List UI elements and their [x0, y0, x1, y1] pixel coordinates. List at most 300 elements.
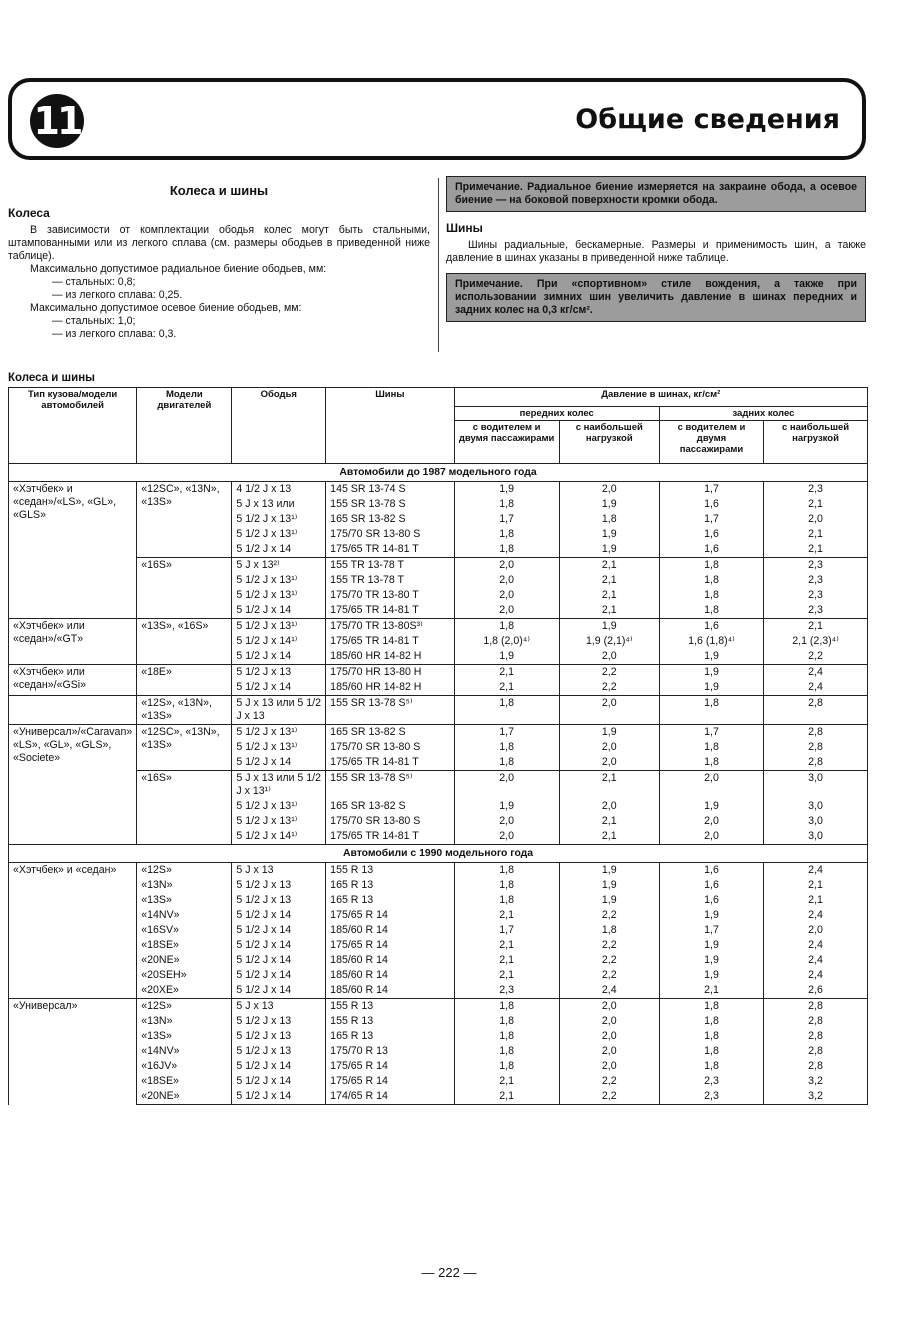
- cell-rim: 4 1/2 J x 13: [232, 482, 326, 498]
- cell-rim: 5 1/2 J x 14: [232, 938, 326, 953]
- cell-rear-driver: 1,8: [659, 696, 763, 725]
- cell-rim: 5 1/2 J x 13: [232, 878, 326, 893]
- cell-tyre: 175/65 R 14: [326, 1074, 454, 1089]
- cell-rear-max: 2,1 (2,3)⁴⁾: [764, 634, 868, 649]
- tyres-paragraph: Шины радиальные, бескамерные. Размеры и применимость шин, а также давление в шинах указаны в приведенной ниже таблице.: [446, 239, 866, 264]
- cell-front-max: 2,0: [559, 1044, 659, 1059]
- table-row: [9, 558, 868, 574]
- cell-front-max: 2,2: [559, 680, 659, 696]
- cell-front-driver: 1,7: [454, 923, 559, 938]
- cell-rear-driver: 1,9: [659, 938, 763, 953]
- note-runout: Примечание. Радиальное биение измеряется на закраине обода, а осевое биение — на боковой поверхности кромки обода.: [446, 176, 866, 212]
- cell-tyre: 175/70 R 13: [326, 1044, 454, 1059]
- cell-front-driver: 2,0: [454, 771, 559, 800]
- cell-front-driver: 2,0: [454, 573, 559, 588]
- cell-front-driver: 1,7: [454, 512, 559, 527]
- cell-tyre: 145 SR 13-74 S: [326, 482, 454, 498]
- cell-rear-max: 2,1: [764, 542, 868, 558]
- cell-front-max: 2,1: [559, 814, 659, 829]
- cell-rear-max: 2,8: [764, 1059, 868, 1074]
- cell-front-driver: 2,1: [454, 908, 559, 923]
- cell-rear-driver: 1,6: [659, 619, 763, 635]
- cell-front-driver: 2,3: [454, 983, 559, 999]
- cell-front-max: 2,2: [559, 908, 659, 923]
- cell-rear-driver: 1,9: [659, 908, 763, 923]
- cell-front-max: 1,9: [559, 878, 659, 893]
- cell-front-max: 2,0: [559, 1059, 659, 1074]
- cell-front-driver: 1,8: [454, 527, 559, 542]
- cell-engine: «16S»: [137, 558, 232, 619]
- cell-front-driver: 2,1: [454, 1089, 559, 1105]
- cell-rear-max: 2,3: [764, 588, 868, 603]
- cell-rear-max: 3,0: [764, 799, 868, 814]
- cell-front-driver: 2,1: [454, 680, 559, 696]
- cell-tyre: 185/60 HR 14-82 H: [326, 649, 454, 665]
- section-title: Автомобили с 1990 модельного года: [9, 845, 868, 863]
- cell-rim: 5 1/2 J x 14: [232, 953, 326, 968]
- cell-tyre: 155 TR 13-78 T: [326, 558, 454, 574]
- cell-rim: 5 1/2 J x 13: [232, 1029, 326, 1044]
- radial-runout-alloy: — из легкого сплава: 0,25.: [52, 289, 183, 301]
- cell-rim: 5 1/2 J x 14: [232, 923, 326, 938]
- cell-tyre: 174/65 R 14: [326, 1089, 454, 1105]
- cell-rim: 5 1/2 J x 14: [232, 755, 326, 771]
- cell-tyre: 185/60 R 14: [326, 968, 454, 983]
- cell-front-max: 2,2: [559, 665, 659, 681]
- wheels-paragraph: В зависимости от комплектации ободья колес могут быть стальными, штампованными или из легкого сплава (см. размеры ободьев в приведенной ниже таблице).: [8, 224, 430, 262]
- cell-rear-max: 2,4: [764, 680, 868, 696]
- wheels-subtitle: Колеса: [8, 206, 50, 220]
- table-row: [9, 999, 868, 1015]
- chapter-title: Общие сведения: [575, 104, 840, 135]
- cell-body-type: «Хэтчбек» и «седан»: [9, 863, 137, 999]
- cell-rim: 5 1/2 J x 14: [232, 680, 326, 696]
- table-row: [9, 1029, 868, 1044]
- cell-front-driver: 1,8: [454, 893, 559, 908]
- cell-engine: «12SC», «13N», «13S»: [137, 725, 232, 771]
- cell-rear-driver: 1,7: [659, 482, 763, 498]
- cell-rear-max: 2,4: [764, 953, 868, 968]
- header-body: Тип кузова/модели автомобилей: [9, 388, 137, 464]
- cell-rear-driver: 1,6: [659, 542, 763, 558]
- cell-front-max: 2,0: [559, 482, 659, 498]
- cell-tyre: 175/65 TR 14-81 T: [326, 634, 454, 649]
- cell-tyre: 165 R 13: [326, 893, 454, 908]
- cell-rim: 5 1/2 J x 14: [232, 1089, 326, 1105]
- cell-rear-max: 2,1: [764, 878, 868, 893]
- cell-rim: 5 J x 13 или 5 1/2 J x 13: [232, 696, 326, 725]
- cell-body-type: [9, 696, 137, 725]
- chapter-header: [8, 78, 866, 160]
- header-engine: Модели двигателей: [137, 388, 232, 464]
- section-title: Колеса и шины: [169, 183, 269, 198]
- cell-tyre: 165 R 13: [326, 878, 454, 893]
- cell-front-max: 1,9: [559, 527, 659, 542]
- cell-front-driver: 1,8: [454, 497, 559, 512]
- cell-front-max: 1,9: [559, 893, 659, 908]
- cell-front-driver: 1,9: [454, 482, 559, 498]
- cell-engine: «20SEH»: [137, 968, 232, 983]
- cell-rear-driver: 1,6: [659, 893, 763, 908]
- cell-engine: «18E»: [137, 665, 232, 696]
- cell-rear-max: 2,4: [764, 968, 868, 983]
- cell-tyre: 175/65 R 14: [326, 938, 454, 953]
- table-row: [9, 1044, 868, 1059]
- cell-rim: 5 1/2 J x 13¹⁾: [232, 588, 326, 603]
- section-title: Автомобили до 1987 модельного года: [9, 464, 868, 482]
- cell-tyre: 175/70 TR 13-80S³⁾: [326, 619, 454, 635]
- cell-rear-driver: 2,3: [659, 1089, 763, 1105]
- table-row: [9, 665, 868, 681]
- cell-rear-driver: 1,9: [659, 665, 763, 681]
- table-row: [9, 938, 868, 953]
- header-front: передних колес: [454, 407, 659, 421]
- cell-rim: 5 1/2 J x 14: [232, 1059, 326, 1074]
- cell-tyre: 155 SR 13-78 S⁵⁾: [326, 696, 454, 725]
- cell-rear-driver: 1,8: [659, 999, 763, 1015]
- cell-front-max: 2,0: [559, 999, 659, 1015]
- cell-rear-max: 2,8: [764, 725, 868, 741]
- cell-front-max: 2,0: [559, 696, 659, 725]
- cell-front-max: 2,2: [559, 1089, 659, 1105]
- header-pressure: Давление в шинах, кг/см²: [454, 388, 867, 407]
- axial-runout-alloy: — из легкого сплава: 0,3.: [52, 328, 177, 340]
- cell-front-driver: 1,8: [454, 755, 559, 771]
- table-row: [9, 863, 868, 879]
- cell-tyre: 185/60 R 14: [326, 953, 454, 968]
- tyres-table: [8, 387, 868, 1105]
- cell-front-driver: 1,8: [454, 542, 559, 558]
- cell-rear-driver: 2,0: [659, 829, 763, 845]
- axial-runout-title: Максимально допустимое осевое биение ободьев, мм:: [30, 302, 302, 314]
- cell-front-max: 2,1: [559, 829, 659, 845]
- cell-engine: «18SE»: [137, 938, 232, 953]
- cell-front-driver: 2,1: [454, 665, 559, 681]
- cell-rear-driver: 1,8: [659, 573, 763, 588]
- table-row: [9, 983, 868, 999]
- cell-rim: 5 1/2 J x 13¹⁾: [232, 619, 326, 635]
- cell-tyre: 175/65 R 14: [326, 1059, 454, 1074]
- cell-front-max: 2,2: [559, 953, 659, 968]
- cell-front-max: 2,0: [559, 1029, 659, 1044]
- cell-tyre: 185/60 R 14: [326, 983, 454, 999]
- cell-rear-driver: 1,8: [659, 755, 763, 771]
- cell-tyre: 155 R 13: [326, 999, 454, 1015]
- cell-rear-driver: 1,8: [659, 588, 763, 603]
- radial-runout-title: Максимально допустимое радиальное биение ободьев, мм:: [30, 263, 327, 275]
- table-row: [9, 1059, 868, 1074]
- note-pressure: Примечание. При «спортивном» стиле вождения, а также при использовании зимних шин увеличить давление в шинах передних и задних колес на 0,3 кг/см².: [446, 273, 866, 322]
- cell-rim: 5 1/2 J x 14¹⁾: [232, 634, 326, 649]
- cell-rear-driver: 2,1: [659, 983, 763, 999]
- cell-rear-driver: 1,6: [659, 878, 763, 893]
- cell-rim: 5 1/2 J x 14: [232, 983, 326, 999]
- header-rear-driver: с водителем и двумя пассажирами: [659, 421, 763, 464]
- cell-engine: «16SV»: [137, 923, 232, 938]
- cell-front-max: 1,8: [559, 512, 659, 527]
- right-column: [446, 176, 866, 322]
- cell-rear-max: 2,3: [764, 482, 868, 498]
- cell-rim: 5 1/2 J x 13¹⁾: [232, 740, 326, 755]
- cell-rim: 5 1/2 J x 13¹⁾: [232, 527, 326, 542]
- cell-body-type: «Универсал»/«Caravan» «LS», «GL», «GLS», «Societe»: [9, 725, 137, 845]
- cell-tyre: 175/65 TR 14-81 T: [326, 603, 454, 619]
- cell-engine: «12S»: [137, 999, 232, 1015]
- cell-front-driver: 2,1: [454, 938, 559, 953]
- cell-rim: 5 J x 13: [232, 863, 326, 879]
- cell-rear-max: 2,8: [764, 999, 868, 1015]
- cell-rear-max: 2,3: [764, 603, 868, 619]
- cell-rear-max: 2,4: [764, 665, 868, 681]
- cell-rear-max: 2,0: [764, 923, 868, 938]
- header-tyre: Шины: [326, 388, 454, 464]
- cell-engine: «20NE»: [137, 953, 232, 968]
- cell-front-max: 2,1: [559, 603, 659, 619]
- cell-front-driver: 1,7: [454, 725, 559, 741]
- cell-rim: 5 1/2 J x 13: [232, 1014, 326, 1029]
- table-row: [9, 1089, 868, 1105]
- cell-rim: 5 J x 13 или: [232, 497, 326, 512]
- cell-engine: «14NV»: [137, 1044, 232, 1059]
- cell-tyre: 155 R 13: [326, 1014, 454, 1029]
- cell-front-max: 2,4: [559, 983, 659, 999]
- cell-rear-driver: 1,8: [659, 740, 763, 755]
- cell-rear-driver: 1,9: [659, 968, 763, 983]
- cell-rim: 5 J x 13²⁾: [232, 558, 326, 574]
- header-rim: Ободья: [232, 388, 326, 464]
- cell-front-max: 2,2: [559, 1074, 659, 1089]
- section-row: [9, 464, 868, 482]
- cell-tyre: 165 SR 13-82 S: [326, 799, 454, 814]
- cell-rim: 5 1/2 J x 13: [232, 893, 326, 908]
- cell-rear-driver: 2,3: [659, 1074, 763, 1089]
- cell-rim: 5 1/2 J x 14: [232, 1074, 326, 1089]
- cell-tyre: 155 R 13: [326, 863, 454, 879]
- table-row: [9, 725, 868, 741]
- cell-engine: «20XE»: [137, 983, 232, 999]
- cell-front-driver: 1,8: [454, 878, 559, 893]
- cell-rear-max: 2,2: [764, 649, 868, 665]
- table-row: [9, 968, 868, 983]
- cell-rear-max: 2,3: [764, 573, 868, 588]
- cell-engine: «13S»: [137, 1029, 232, 1044]
- table-row: [9, 893, 868, 908]
- cell-rear-max: 2,8: [764, 1014, 868, 1029]
- cell-rim: 5 1/2 J x 13¹⁾: [232, 814, 326, 829]
- cell-front-driver: 1,8: [454, 1059, 559, 1074]
- cell-rear-driver: 1,6: [659, 497, 763, 512]
- cell-rear-driver: 1,8: [659, 1059, 763, 1074]
- left-column: [8, 182, 430, 341]
- cell-rear-max: 2,4: [764, 863, 868, 879]
- cell-front-max: 2,1: [559, 771, 659, 800]
- cell-front-max: 2,2: [559, 938, 659, 953]
- cell-front-max: 1,9: [559, 497, 659, 512]
- cell-tyre: 175/70 HR 13-80 H: [326, 665, 454, 681]
- section-row: [9, 845, 868, 863]
- cell-rear-max: 2,8: [764, 1044, 868, 1059]
- cell-front-max: 1,8: [559, 923, 659, 938]
- cell-front-max: 1,9: [559, 542, 659, 558]
- cell-rim: 5 1/2 J x 14: [232, 968, 326, 983]
- cell-front-max: 2,2: [559, 968, 659, 983]
- cell-tyre: 185/60 R 14: [326, 923, 454, 938]
- cell-rim: 5 1/2 J x 13: [232, 665, 326, 681]
- cell-front-driver: 1,8: [454, 1029, 559, 1044]
- table-row: [9, 696, 868, 725]
- page-number: — 222 —: [421, 1265, 477, 1280]
- cell-rim: 5 1/2 J x 13¹⁾: [232, 799, 326, 814]
- cell-front-max: 2,1: [559, 573, 659, 588]
- cell-rim: 5 J x 13 или 5 1/2 J x 13¹⁾: [232, 771, 326, 800]
- cell-tyre: 155 SR 13-78 S⁵⁾: [326, 771, 454, 800]
- cell-tyre: 175/65 TR 14-81 T: [326, 542, 454, 558]
- cell-front-driver: 1,8 (2,0)⁴⁾: [454, 634, 559, 649]
- cell-front-max: 2,0: [559, 799, 659, 814]
- cell-front-driver: 1,8: [454, 1044, 559, 1059]
- cell-front-driver: 2,1: [454, 953, 559, 968]
- header-rear-max: с наибольшей нагрузкой: [764, 421, 868, 464]
- cell-rear-driver: 1,8: [659, 1014, 763, 1029]
- cell-rear-max: 2,8: [764, 696, 868, 725]
- cell-rim: 5 1/2 J x 13¹⁾: [232, 512, 326, 527]
- cell-rear-max: 2,4: [764, 938, 868, 953]
- cell-front-driver: 1,8: [454, 863, 559, 879]
- cell-rear-driver: 2,0: [659, 771, 763, 800]
- cell-front-max: 2,0: [559, 1014, 659, 1029]
- cell-engine: «12SC», «13N», «13S»: [137, 482, 232, 558]
- cell-front-max: 1,9 (2,1)⁴⁾: [559, 634, 659, 649]
- cell-front-driver: 2,1: [454, 968, 559, 983]
- cell-front-max: 2,0: [559, 755, 659, 771]
- cell-tyre: 175/65 TR 14-81 T: [326, 755, 454, 771]
- cell-body-type: «Хэтчбек» или «седан»/«GT»: [9, 619, 137, 665]
- cell-front-driver: 2,0: [454, 829, 559, 845]
- cell-engine: «14NV»: [137, 908, 232, 923]
- table-row: [9, 619, 868, 635]
- cell-rear-driver: 2,0: [659, 814, 763, 829]
- cell-rear-driver: 1,6: [659, 863, 763, 879]
- cell-front-driver: 2,0: [454, 558, 559, 574]
- cell-rear-max: 3,2: [764, 1089, 868, 1105]
- radial-runout-steel: — стальных: 0,8;: [52, 276, 136, 288]
- cell-rear-driver: 1,8: [659, 558, 763, 574]
- cell-rim: 5 1/2 J x 13¹⁾: [232, 573, 326, 588]
- cell-rear-max: 2,1: [764, 527, 868, 542]
- cell-front-max: 1,9: [559, 863, 659, 879]
- cell-rear-driver: 1,7: [659, 725, 763, 741]
- cell-rear-max: 3,0: [764, 814, 868, 829]
- cell-tyre: 175/65 TR 14-81 T: [326, 829, 454, 845]
- tyres-subtitle: Шины: [446, 221, 483, 235]
- table-row: [9, 482, 868, 498]
- cell-rear-max: 2,8: [764, 1029, 868, 1044]
- table-row: [9, 878, 868, 893]
- cell-engine: «12S»: [137, 863, 232, 879]
- cell-front-max: 2,0: [559, 740, 659, 755]
- cell-rear-max: 3,2: [764, 1074, 868, 1089]
- cell-tyre: 185/60 HR 14-82 H: [326, 680, 454, 696]
- cell-front-driver: 1,8: [454, 999, 559, 1015]
- cell-front-driver: 1,9: [454, 799, 559, 814]
- cell-tyre: 175/70 TR 13-80 T: [326, 588, 454, 603]
- cell-engine: «18SE»: [137, 1074, 232, 1089]
- cell-tyre: 165 SR 13-82 S: [326, 512, 454, 527]
- column-divider: [438, 178, 439, 352]
- cell-rear-max: 2,4: [764, 908, 868, 923]
- cell-rim: 5 1/2 J x 14: [232, 908, 326, 923]
- cell-rear-driver: 1,8: [659, 1029, 763, 1044]
- cell-front-max: 2,1: [559, 558, 659, 574]
- cell-front-max: 2,0: [559, 649, 659, 665]
- cell-front-max: 1,9: [559, 725, 659, 741]
- table-row: [9, 908, 868, 923]
- table-row: [9, 771, 868, 800]
- cell-tyre: 155 SR 13-78 S: [326, 497, 454, 512]
- cell-front-driver: 2,1: [454, 1074, 559, 1089]
- cell-engine: «13S»: [137, 893, 232, 908]
- cell-rear-driver: 1,8: [659, 1044, 763, 1059]
- cell-rear-max: 3,0: [764, 829, 868, 845]
- cell-engine: «13S», «16S»: [137, 619, 232, 665]
- cell-rear-driver: 1,9: [659, 953, 763, 968]
- cell-front-driver: 1,8: [454, 740, 559, 755]
- cell-front-max: 1,9: [559, 619, 659, 635]
- cell-rim: 5 1/2 J x 13: [232, 1044, 326, 1059]
- cell-tyre: 175/65 R 14: [326, 908, 454, 923]
- cell-tyre: 165 R 13: [326, 1029, 454, 1044]
- cell-tyre: 165 SR 13-82 S: [326, 725, 454, 741]
- cell-rear-driver: 1,7: [659, 923, 763, 938]
- chapter-number-badge: 11: [30, 94, 84, 148]
- cell-rear-driver: 1,9: [659, 680, 763, 696]
- header-front-max: с наибольшей нагрузкой: [559, 421, 659, 464]
- cell-rear-driver: 1,6: [659, 527, 763, 542]
- cell-rear-max: 2,8: [764, 740, 868, 755]
- cell-front-driver: 1,8: [454, 619, 559, 635]
- cell-rear-max: 2,1: [764, 893, 868, 908]
- cell-front-driver: 1,9: [454, 649, 559, 665]
- header-front-driver: с водителем и двумя пассажирами: [454, 421, 559, 464]
- cell-engine: «13N»: [137, 878, 232, 893]
- cell-rear-max: 2,6: [764, 983, 868, 999]
- cell-tyre: 155 TR 13-78 T: [326, 573, 454, 588]
- table-caption: Колеса и шины: [8, 372, 95, 384]
- cell-body-type: «Хэтчбек» или «седан»/«GSi»: [9, 665, 137, 696]
- cell-engine: «12S», «13N», «13S»: [137, 696, 232, 725]
- cell-rear-max: 2,8: [764, 755, 868, 771]
- cell-front-driver: 1,8: [454, 1014, 559, 1029]
- table-body: [9, 464, 868, 1105]
- cell-engine: «16S»: [137, 771, 232, 845]
- cell-tyre: 175/70 SR 13-80 S: [326, 527, 454, 542]
- cell-rear-driver: 1,9: [659, 649, 763, 665]
- cell-engine: «13N»: [137, 1014, 232, 1029]
- cell-rear-max: 3,0: [764, 771, 868, 800]
- table-row: [9, 1014, 868, 1029]
- cell-rear-driver: 1,9: [659, 799, 763, 814]
- cell-rim: 5 1/2 J x 14¹⁾: [232, 829, 326, 845]
- cell-front-max: 2,1: [559, 588, 659, 603]
- cell-rear-max: 2,1: [764, 619, 868, 635]
- cell-rear-max: 2,1: [764, 497, 868, 512]
- cell-rim: 5 1/2 J x 14: [232, 603, 326, 619]
- cell-rim: 5 J x 13: [232, 999, 326, 1015]
- cell-tyre: 175/70 SR 13-80 S: [326, 814, 454, 829]
- cell-tyre: 175/70 SR 13-80 S: [326, 740, 454, 755]
- cell-front-driver: 2,0: [454, 603, 559, 619]
- cell-body-type: «Универсал»: [9, 999, 137, 1105]
